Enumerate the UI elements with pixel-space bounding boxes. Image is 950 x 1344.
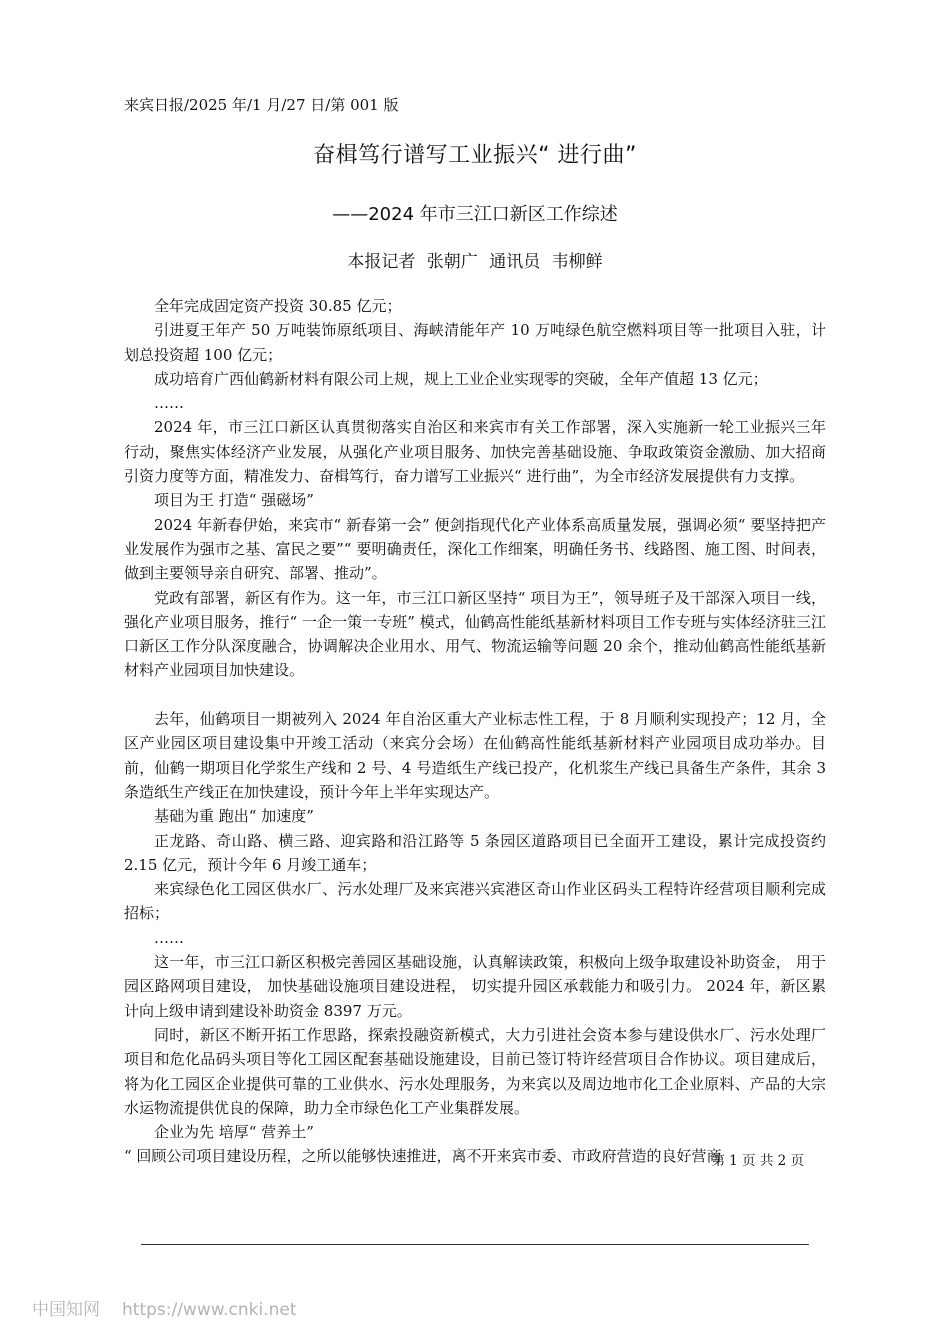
paragraph: “ 回顾公司项目建设历程，之所以能够快速推进，离不开来宾市委、市政府营造的良好营商	[124, 1147, 722, 1166]
paragraph: 去年，仙鹤项目一期被列入 2024 年自治区重大产业标志性工程，于 8 月顺利实现投产；12 月，全区产业园区项目建设集中开竣工活动（来宾分会场）在仙鹤高性能纸基新材料产业园项目成功举办。目前，仙鹤一期项目化学浆生产线和 2 号、4 号造纸生产线已投产，化机浆生产线已具备生产条件，其余 3 条造纸生产线正在加快建设，预计今年上半年实现达产。	[124, 710, 826, 801]
section-heading: 企业为先 培厚“ 营养土”	[154, 1123, 314, 1142]
source-line: 来宾日报/2025 年/1 月/27 日/第 001 版	[124, 96, 399, 114]
paragraph: 2024 年新春伊始，来宾市“ 新春第一会” 便剑指现代化产业体系高质量发展，强调必须“ 要坚持把产业发展作为强市之基、富民之要”“ 要明确责任，深化工作细案，明确任务书、线路图、施工图、时间表，做到主要领导亲自研究、部署、推动”。	[124, 515, 826, 583]
section-heading: 项目为王 打造“ 强磁场”	[154, 491, 314, 510]
paragraph: 党政有部署，新区有作为。这一年，市三江口新区坚持“ 项目为王”，领导班子及干部深入项目一线，强化产业项目服务，推行“ 一企一策一专班” 模式，仙鹤高性能纸基新材料项目工作专班与实体经济驻三江口新区工作分队深度融合，协调解决企业用水、用气、物流运输等问题 20 余个，推动仙鹤高性能纸基新材料产业园项目加快建设。	[124, 588, 826, 680]
brand-logo-text: 中国知网	[32, 1300, 100, 1320]
source-url[interactable]: https://www.cnki.net	[122, 1300, 297, 1320]
paragraph: 正龙路、奇山路、横三路、迎宾路和沿江路等 5 条园区道路项目已全面开工建设，累计完成投资约 2.15 亿元，预计今年 6 月竣工通车；	[124, 831, 826, 874]
paragraph: 这一年，市三江口新区积极完善园区基础设施，认真解读政策，积极向上级争取建设补助资金， 用于园区路网项目建设， 加快基础设施项目建设进程， 切实提升园区承载能力和吸引力。 2024 年，新区累计向上级申请到建设补助资金 8397 万元。	[124, 953, 826, 1020]
paragraph: 成功培育广西仙鹤新材料有限公司上规，规上工业企业实现零的突破，全年产值超 13 亿元；	[154, 369, 768, 388]
article-title: 奋楫笃行谱写工业振兴“ 进行曲”	[313, 143, 637, 168]
byline: 本报记者 张朝广 通讯员 韦柳鲜	[347, 252, 603, 272]
paragraph: ……	[154, 928, 184, 947]
page-number: 第 1 页 共 2 页	[711, 1153, 804, 1169]
paragraph: 2024 年，市三江口新区认真贯彻落实自治区和来宾市有关工作部署，深入实施新一轮工业振兴三年行动，聚焦实体经济产业发展，从强化产业项目服务、加快完善基础设施、争取政策资金激励、加大招商引资力度等方面，精准发力、奋楫笃行，奋力谱写工业振兴“ 进行曲”，为全市经济发展提供有力支撑。	[124, 418, 826, 486]
section-heading: 基础为重 跑出“ 加速度”	[154, 807, 314, 826]
paragraph: 来宾绿色化工园区供水厂、污水处理厂及来宾港兴宾港区奇山作业区码头工程特许经营项目顺利完成招标；	[124, 880, 826, 923]
paragraph: 全年完成固定资产投资 30.85 亿元；	[154, 297, 402, 315]
blank-line	[124, 683, 826, 707]
footer-watermark	[32, 1295, 318, 1320]
article-body	[124, 294, 826, 1169]
footer-divider	[141, 1244, 809, 1245]
paragraph: 引进夏王年产 50 万吨装饰原纸项目、海峡清能年产 10 万吨绿色航空燃料项目等一批项目入驻，计划总投资超 100 亿元；	[124, 321, 826, 364]
article-subtitle: ——2024 年市三江口新区工作综述	[332, 204, 618, 225]
paragraph: ……	[154, 394, 184, 413]
paragraph: 同时，新区不断开拓工作思路，探索投融资新模式，大力引进社会资本参与建设供水厂、污水处理厂项目和危化品码头项目等化工园区配套基础设施建设，目前已签订特许经营项目合作协议。项目建成后，将为化工园区企业提供可靠的工业供水、污水处理服务，为来宾以及周边地市化工企业原料、产品的大宗水运物流提供优良的保障，助力全市绿色化工产业集群发展。	[124, 1025, 826, 1117]
